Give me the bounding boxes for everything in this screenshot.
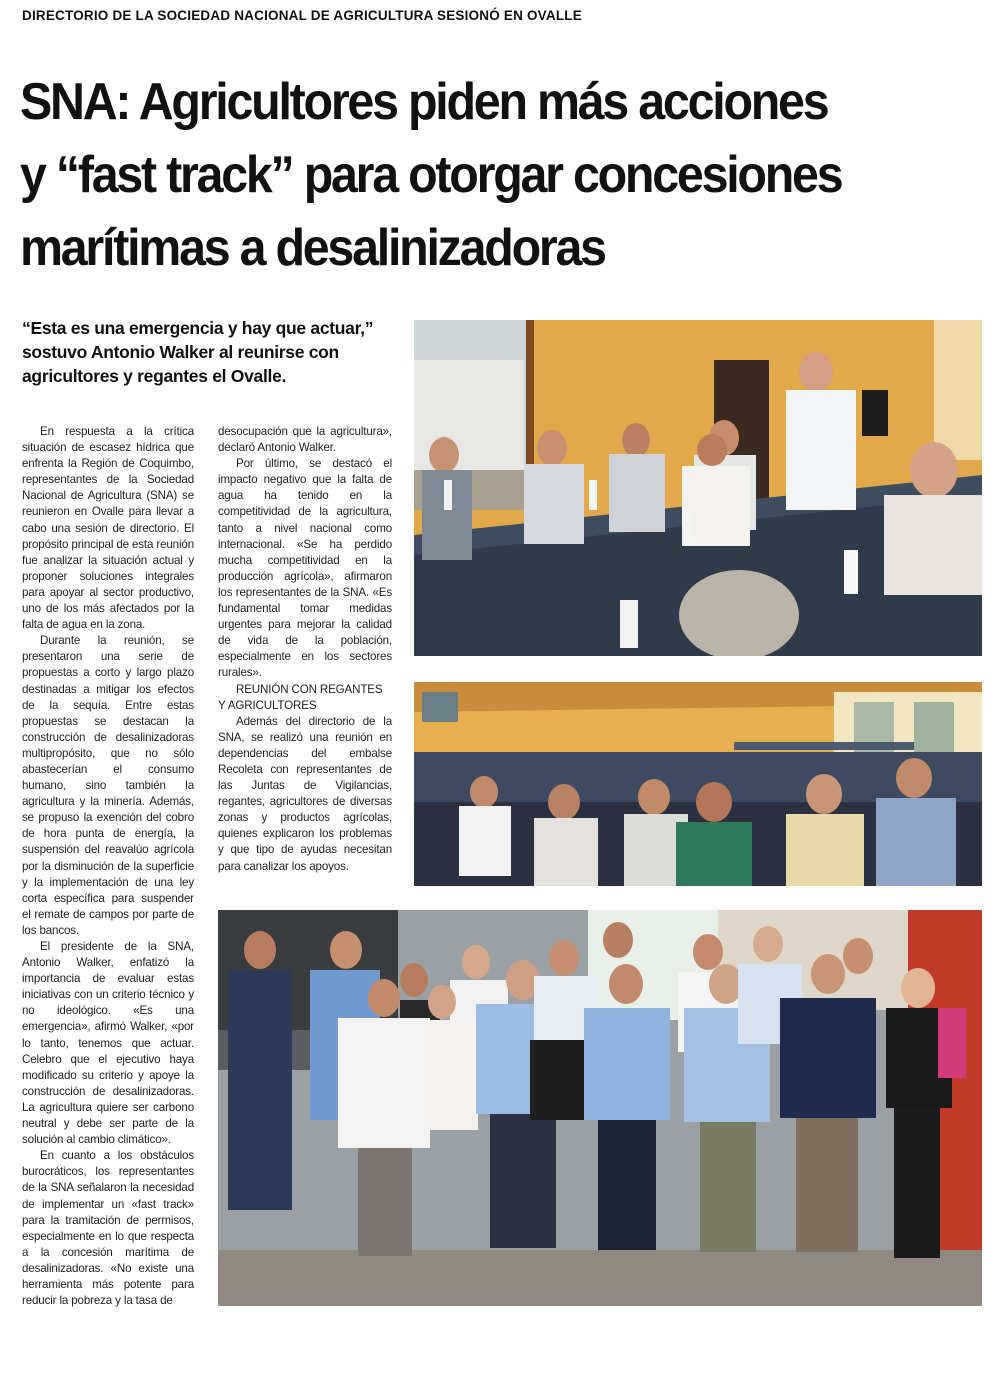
section-kicker: DIRECTORIO DE LA SOCIEDAD NACIONAL DE AGRICULTURA SESIONÓ EN OVALLE [22,8,582,23]
article-paragraph: Durante la reunión, se presentaron una serie de propuestas a corto y largo plazo destinadas a mitigar los efectos de la sequía. Entre estas propuestas se destacan la construcción de desalinizadoras multipropósito, que no sólo abastecerían el consumo humano, sino también la agricultura y la minería. Además, se propuso la exención del cobro de hora punta de energía, la suspensión del reavalúo agrícola por la disminución de la superficie y la implementación de una ley corta específica para suspender el remate de campos por parte de los bancos. [22,634,194,937]
article-subhead: REUNIÓN CON REGANTES Y AGRICULTORES [218,682,383,712]
article-paragraph: En respuesta a la crítica situación de escasez hídrica que enfrenta la Región de Coquimbo, representantes de la Sociedad Nacional de Agricultura (SNA) se reunieron en Ovalle para llevar a cabo una sesión de directorio. El propósito principal de esta reunión fue analizar la situación actual y proponer soluciones integrales para apoyar al sector productivo, uno de los más afectados por la falta de agua en la zona. [22,425,194,632]
photo-group [218,910,982,1306]
article-paragraph: Por último, se destacó el impacto negativo que la falta de agua ha tenido en la competitividad de la agricultura, tanto a nivel nacional como internacional. «Se ha perdido mucha competitividad en la producción agrícola», afirmaron los representantes de la SNA. «Es fundamental tomar medidas urgentes para mejorar la calidad de vida de la población, especialmente en los sectores rurales». [218,457,392,680]
photo-meeting-speaker [414,320,982,656]
article-column-1 [22,424,194,1309]
article-paragraph: El presidente de la SNA, Antonio Walker, enfatizó la importancia de evaluar estas iniciativas con un criterio técnico y no ideológico. «Es una emergencia», afirmó Walker, «por lo tanto, tenemos que actuar. Celebro que el ejecutivo haya modificado su criterio y apoye la construcción de desalinizadoras. La agricultura quiere ser carbono neutral y debe ser parte de la solución al cambio climático». [22,940,194,1147]
article-paragraph: En cuanto a los obstáculos burocráticos, los representantes de la SNA señalaron la necesidad de implementar un «fast track» para la tramitación de permisos, especialmente en lo que respecta a la concesión marítima de desalinizadoras. «No existe una herramienta más potente para reducir la pobreza y la tasa de [22,1149,194,1308]
article-paragraph: Además del directorio de la SNA, se realizó una reunión en dependencias del embalse Recoleta con representantes de las Juntas de Vigilancias, regantes, agricultores de diversas zonas y productos agrícolas, quienes explicaron los problemas y que tipo de ayudas necesitan para canalizar los apoyos. [218,714,392,873]
photo-meeting-room [414,682,982,886]
headline-line-2: y “fast track” para otorgar concesiones [20,146,842,204]
headline [20,66,920,285]
article-column-2 [218,424,392,875]
headline-line-1: SNA: Agricultores piden más acciones [20,73,828,131]
article-paragraph: desocupación que la agricultura», declaró Antonio Walker. [218,425,392,455]
headline-line-3: marítimas a desalinizadoras [20,219,605,277]
deck-quote: “Esta es una emergencia y hay que actuar,” sostuvo Antonio Walker al reunirse con agricultores y regantes el Ovalle. [22,318,374,386]
